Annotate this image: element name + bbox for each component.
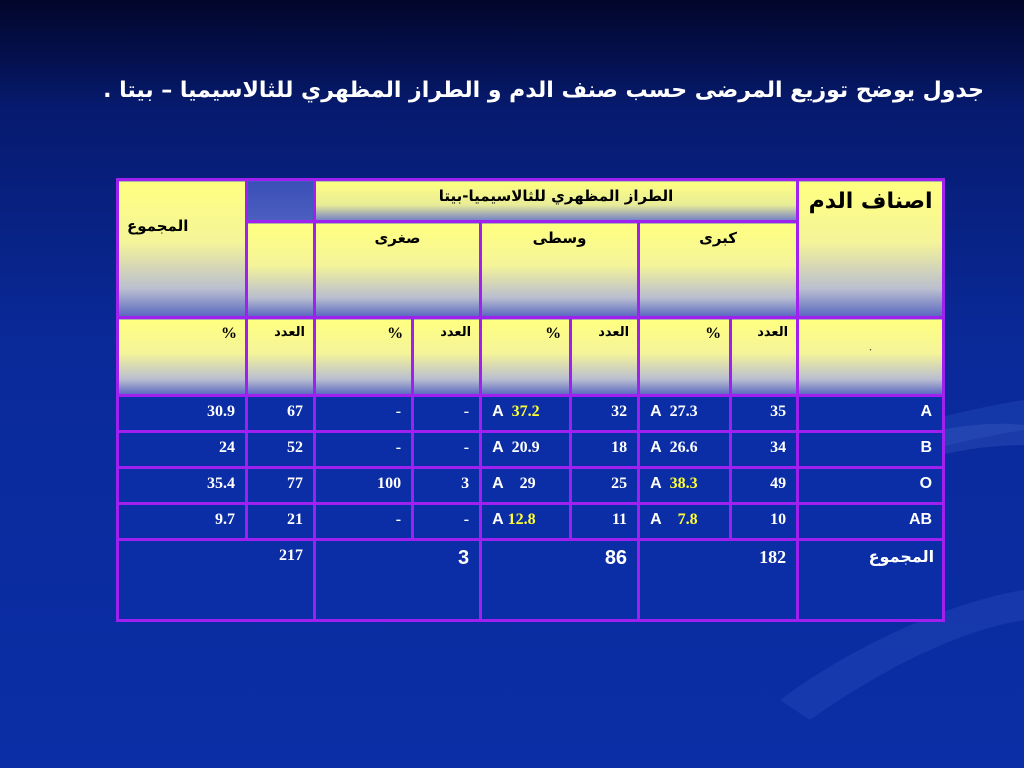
row-intermediate-percent: A 29	[481, 468, 571, 504]
phenotype-header: الطراز المظهري للثالاسيميا-بيتا	[315, 180, 798, 222]
row-intermediate-count: 32	[571, 396, 639, 432]
total-count-label: العدد	[247, 318, 315, 396]
row-group: AB	[798, 504, 944, 540]
total-percent-label: %	[118, 318, 247, 396]
totals-minor: 3	[315, 540, 481, 621]
blood-group-header: اصناف الدم	[798, 180, 944, 318]
row-intermediate-percent: A 12.8	[481, 504, 571, 540]
intermediate-header: وسطى	[481, 222, 639, 318]
intermediate-percent-label: %	[481, 318, 571, 396]
major-percent-label: %	[639, 318, 731, 396]
blood-group-table	[116, 178, 945, 622]
row-total-percent: 9.7	[118, 504, 247, 540]
intermediate-count-label: العدد	[571, 318, 639, 396]
minor-percent-label: %	[315, 318, 413, 396]
row-major-count: 10	[731, 504, 798, 540]
totals-grand: 217	[118, 540, 315, 621]
minor-header: صغرى	[315, 222, 481, 318]
row-minor-count: -	[413, 432, 481, 468]
major-count-label: العدد	[731, 318, 798, 396]
row-total-percent: 30.9	[118, 396, 247, 432]
row-group: O	[798, 468, 944, 504]
page-title: جدول يوضح توزيع المرضى حسب صنف الدم و الطراز المظهري للثالاسيميا – بيتا .	[103, 78, 984, 103]
row-total-percent: 24	[118, 432, 247, 468]
row-minor-percent: -	[315, 432, 413, 468]
row-minor-percent: -	[315, 396, 413, 432]
row-major-percent: A 7.8	[639, 504, 731, 540]
major-header: كبرى	[639, 222, 798, 318]
row-major-count: 34	[731, 432, 798, 468]
total-header-spacer	[247, 180, 315, 222]
row-minor-count: -	[413, 396, 481, 432]
totals-major: 182	[639, 540, 798, 621]
row-group: A	[798, 396, 944, 432]
row-total-percent: 35.4	[118, 468, 247, 504]
row-major-count: 35	[731, 396, 798, 432]
row-intermediate-count: 18	[571, 432, 639, 468]
row-total-count: 67	[247, 396, 315, 432]
row-major-percent: A 26.6	[639, 432, 731, 468]
row-intermediate-count: 11	[571, 504, 639, 540]
row-intermediate-count: 25	[571, 468, 639, 504]
row-major-percent: A 27.3	[639, 396, 731, 432]
group-subheader-empty: ·	[798, 318, 944, 396]
row-major-count: 49	[731, 468, 798, 504]
total-subheader-empty	[247, 222, 315, 318]
row-total-count: 21	[247, 504, 315, 540]
row-minor-count: -	[413, 504, 481, 540]
totals-intermediate: 86	[481, 540, 639, 621]
total-header: المجموع	[118, 180, 247, 318]
row-intermediate-percent: A 20.9	[481, 432, 571, 468]
row-group: B	[798, 432, 944, 468]
row-major-percent: A 38.3	[639, 468, 731, 504]
totals-label: المجموع	[798, 540, 944, 621]
minor-count-label: العدد	[413, 318, 481, 396]
row-intermediate-percent: A 37.2	[481, 396, 571, 432]
row-minor-percent: -	[315, 504, 413, 540]
row-minor-count: 3	[413, 468, 481, 504]
row-total-count: 77	[247, 468, 315, 504]
row-total-count: 52	[247, 432, 315, 468]
row-minor-percent: 100	[315, 468, 413, 504]
